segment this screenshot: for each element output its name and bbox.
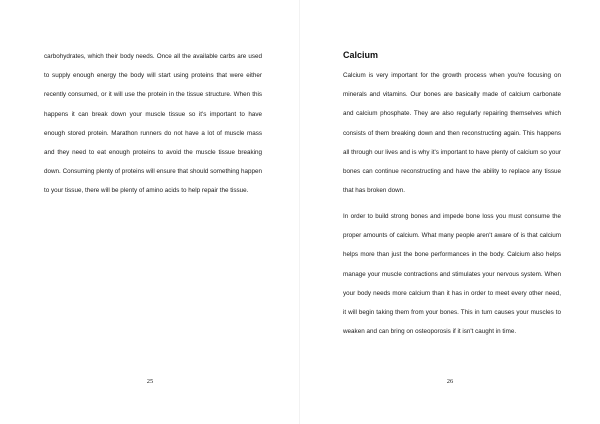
page-gutter bbox=[299, 0, 300, 424]
right-page-paragraph-1: Calcium is very important for the growth process when you're focusing on minerals and vitamins. Our bones are basically made of calcium carbonate and calcium phosphate. They are also regularly repairing themselves which consists of them breaking down and then reconstructing again. This happens all through our lives and is why it's important to have plenty of calcium so your bones can continue reconstructing and have the ability to replace any tissue that has broken down. bbox=[343, 72, 561, 195]
right-page-number: 26 bbox=[446, 378, 454, 385]
left-page-number: 25 bbox=[146, 378, 154, 385]
right-page-paragraph-2: In order to build strong bones and impede bone loss you must consume the proper amounts of calcium. What many people aren't aware of is that calcium helps more than just the bone performances in the body. Calcium also helps manage your muscle contractions and stimulates your nervous system. When your body needs more calcium than it has in order to meet every other need, it will begin taking them from your bones. This in turn causes your muscles to weaken and can bring on osteoporosis if it isn't caught in time. bbox=[343, 213, 561, 336]
section-heading-calcium: Calcium bbox=[343, 50, 379, 60]
left-page-body-text: carbohydrates, which their body needs. Once all the available carbs are used to supply enough energy the body will start using proteins that were either recently consumed, or it will use the protein in the tissue structure. When this happens it can break down your muscle tissue so it's important to have enough stored protein. Marathon runners do not have a lot of muscle mass and they need to eat enough proteins to avoid the muscle tissue breaking down. Consuming plenty of proteins will ensure that should something happen to your tissue, there will be plenty of amino acids to help repair the tissue. bbox=[44, 53, 262, 195]
